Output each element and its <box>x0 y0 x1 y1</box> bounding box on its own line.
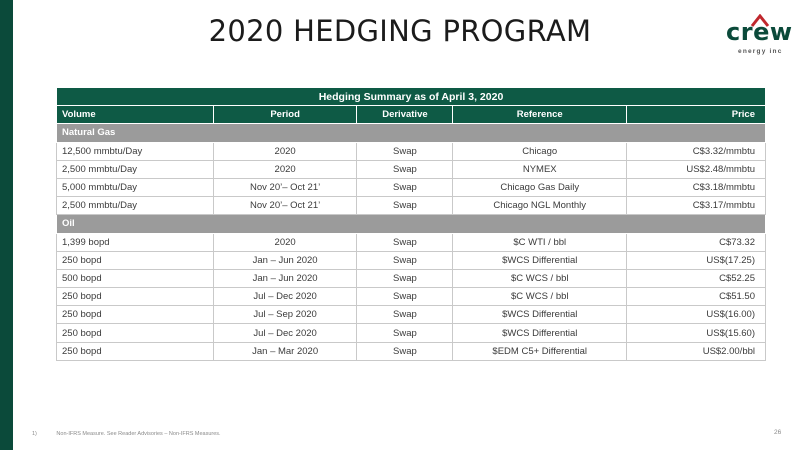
cell-derivative: Swap <box>357 306 453 324</box>
cell-price: US$2.48/mmbtu <box>627 160 766 178</box>
table-row <box>57 288 766 306</box>
table-row <box>57 197 766 215</box>
footnote-text: Non-IFRS Measure. See Reader Advisories – Non-IFRS Measures. <box>56 431 221 437</box>
cell-derivative: Swap <box>357 251 453 269</box>
cell-period: Jan – Jun 2020 <box>213 251 357 269</box>
table-row <box>57 142 766 160</box>
cell-derivative: Swap <box>357 233 453 251</box>
hedging-summary-table <box>56 87 766 361</box>
cell-volume: 250 bopd <box>57 288 214 306</box>
left-accent-bar <box>0 0 13 450</box>
cell-reference: Chicago NGL Monthly <box>453 197 627 215</box>
section-header-natural-gas: Natural Gas <box>57 124 766 142</box>
cell-reference: $WCS Differential <box>453 306 627 324</box>
table-row <box>57 324 766 342</box>
cell-price: C$3.32/mmbtu <box>627 142 766 160</box>
col-header-period: Period <box>213 106 357 124</box>
section-header-oil: Oil <box>57 215 766 233</box>
col-header-reference: Reference <box>453 106 627 124</box>
cell-reference: Chicago Gas Daily <box>453 178 627 196</box>
cell-price: C$3.17/mmbtu <box>627 197 766 215</box>
table-row <box>57 342 766 360</box>
cell-volume: 2,500 mmbtu/Day <box>57 197 214 215</box>
cell-volume: 1,399 bopd <box>57 233 214 251</box>
table-row <box>57 160 766 178</box>
cell-reference: $C WTI / bbl <box>453 233 627 251</box>
cell-volume: 500 bopd <box>57 269 214 287</box>
table-row <box>57 233 766 251</box>
cell-volume: 2,500 mmbtu/Day <box>57 160 214 178</box>
cell-price: C$73.32 <box>627 233 766 251</box>
cell-period: Nov 20’– Oct 21’ <box>213 197 357 215</box>
logo-word: crew <box>726 18 793 46</box>
page-title: 2020 HEDGING PROGRAM <box>208 14 592 48</box>
cell-volume: 12,500 mmbtu/Day <box>57 142 214 160</box>
cell-price: C$52.25 <box>627 269 766 287</box>
cell-derivative: Swap <box>357 197 453 215</box>
cell-price: US$(16.00) <box>627 306 766 324</box>
cell-price: C$51.50 <box>627 288 766 306</box>
cell-volume: 250 bopd <box>57 251 214 269</box>
cell-derivative: Swap <box>357 142 453 160</box>
cell-price: US$(17.25) <box>627 251 766 269</box>
table-row <box>57 269 766 287</box>
logo-subtitle: energy inc <box>738 48 783 55</box>
cell-derivative: Swap <box>357 324 453 342</box>
cell-reference: NYMEX <box>453 160 627 178</box>
table-row <box>57 251 766 269</box>
footnote <box>32 431 221 437</box>
cell-period: 2020 <box>213 160 357 178</box>
cell-price: US$2.00/bbl <box>627 342 766 360</box>
table-caption: Hedging Summary as of April 3, 2020 <box>57 88 766 106</box>
col-header-price: Price <box>627 106 766 124</box>
cell-reference: $EDM C5+ Differential <box>453 342 627 360</box>
cell-derivative: Swap <box>357 160 453 178</box>
table-row <box>57 306 766 324</box>
cell-price: US$(15.60) <box>627 324 766 342</box>
cell-period: Jan – Jun 2020 <box>213 269 357 287</box>
cell-volume: 5,000 mmbtu/Day <box>57 178 214 196</box>
column-header-row <box>57 106 766 124</box>
cell-volume: 250 bopd <box>57 342 214 360</box>
cell-derivative: Swap <box>357 269 453 287</box>
col-header-derivative: Derivative <box>357 106 453 124</box>
cell-period: 2020 <box>213 142 357 160</box>
cell-reference: $C WCS / bbl <box>453 288 627 306</box>
cell-reference: $WCS Differential <box>453 251 627 269</box>
cell-period: Jul – Dec 2020 <box>213 288 357 306</box>
table-row <box>57 178 766 196</box>
cell-reference: $WCS Differential <box>453 324 627 342</box>
col-header-volume: Volume <box>57 106 214 124</box>
cell-price: C$3.18/mmbtu <box>627 178 766 196</box>
page-number: 26 <box>774 429 782 436</box>
cell-reference: Chicago <box>453 142 627 160</box>
crew-energy-logo <box>726 14 792 60</box>
cell-period: Nov 20’– Oct 21’ <box>213 178 357 196</box>
cell-derivative: Swap <box>357 288 453 306</box>
footnote-number: 1) <box>32 431 37 437</box>
cell-reference: $C WCS / bbl <box>453 269 627 287</box>
cell-period: Jul – Sep 2020 <box>213 306 357 324</box>
cell-volume: 250 bopd <box>57 324 214 342</box>
cell-derivative: Swap <box>357 342 453 360</box>
cell-period: Jul – Dec 2020 <box>213 324 357 342</box>
cell-period: Jan – Mar 2020 <box>213 342 357 360</box>
cell-derivative: Swap <box>357 178 453 196</box>
cell-volume: 250 bopd <box>57 306 214 324</box>
cell-period: 2020 <box>213 233 357 251</box>
